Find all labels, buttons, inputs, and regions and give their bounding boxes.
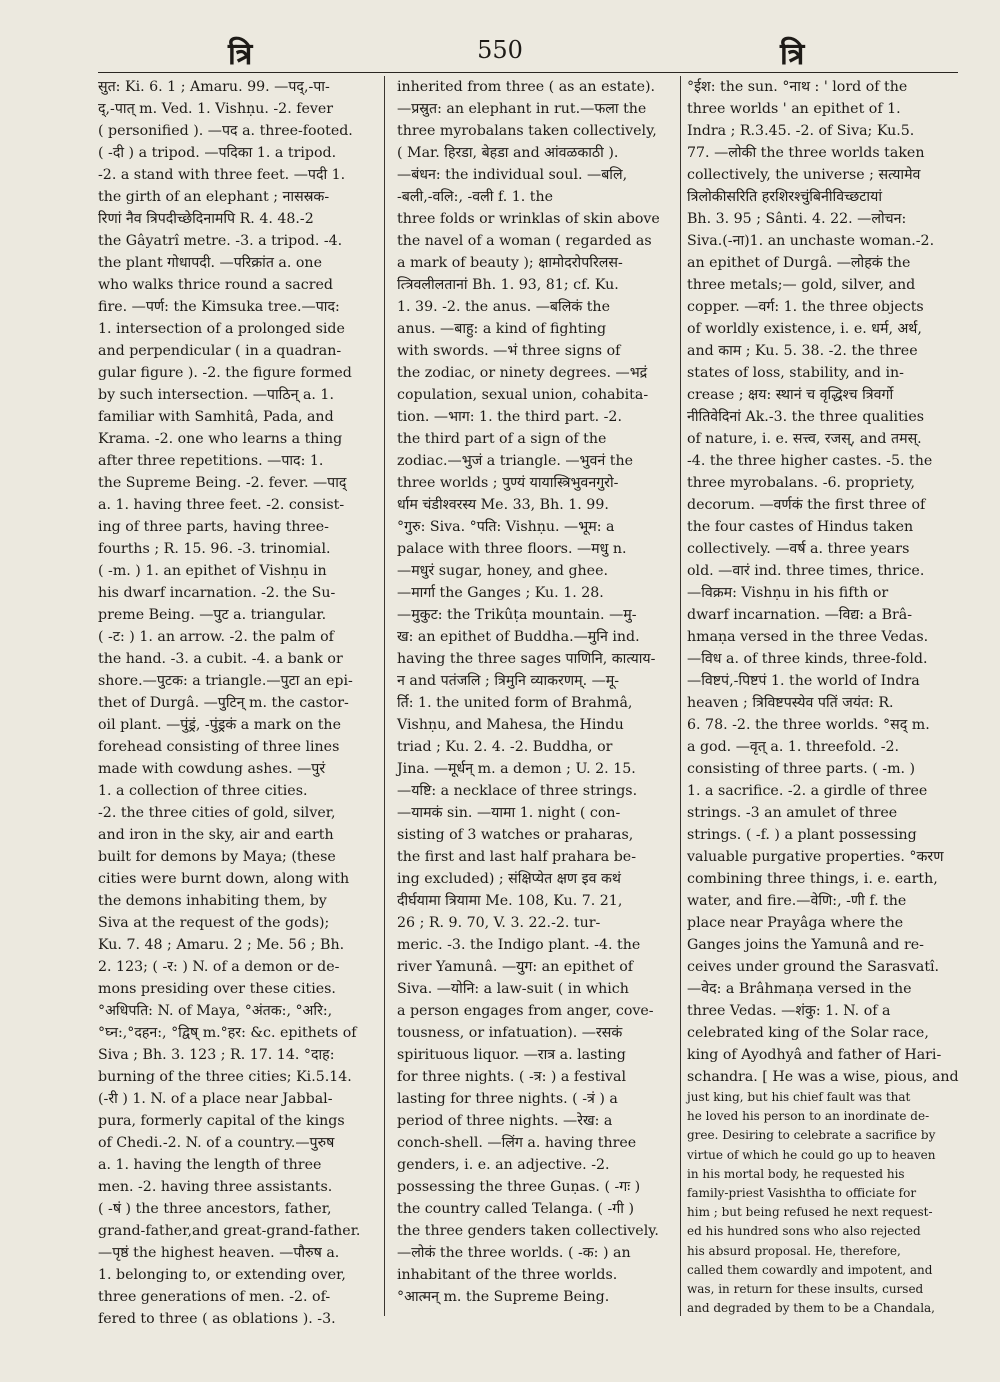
- text-line: —यष्टि: a necklace of three strings.: [397, 783, 638, 799]
- text-line: built for demons by Maya; (these: [98, 849, 336, 865]
- text-line: ed his hundred sons who also rejected: [687, 1224, 921, 1239]
- text-line: forehead consisting of three lines: [98, 739, 340, 755]
- text-line: three folds or wrinklas of skin above: [397, 211, 660, 227]
- text-line: water, and fire.—वेणि:, -णी f. the: [687, 893, 907, 909]
- text-line: 1. a sacrifice. -2. a girdle of three: [687, 783, 928, 799]
- text-line: who walks thrice round a sacred: [98, 277, 333, 293]
- text-line: the zodiac, or ninety degrees. —भद्रं: [397, 365, 648, 381]
- header-rule: [98, 72, 958, 73]
- text-line: conch-shell. —लिंग a. having three: [397, 1135, 637, 1151]
- text-line: the three genders taken collectively.: [397, 1223, 659, 1239]
- text-line: period of three nights. —रेख: a: [397, 1113, 613, 1129]
- text-line: 26 ; R. 9. 70, V. 3. 22.-2. tur-: [397, 915, 601, 931]
- text-line: fire. —पर्ण: the Kimsuka tree.—पाद:: [98, 299, 340, 315]
- text-line: tousness, or infatuation). —रसकं: [397, 1025, 623, 1041]
- text-line: family-priest Vasishtha to officiate for: [687, 1186, 917, 1201]
- text-line: Ganges joins the Yamunâ and re-: [687, 937, 924, 953]
- text-line: burning of the three cities; Ki.5.14.: [98, 1069, 352, 1085]
- text-line: Siva at the request of the gods);: [98, 915, 330, 931]
- text-line: river Yamunâ. —युग: an epithet of: [397, 959, 634, 975]
- text-line: द्,-पात् m. Ved. 1. Vishṇu. -2. fever: [98, 101, 334, 117]
- text-line: न and पतंजलि ; त्रिमुनि व्याकरणम्. —मू-: [397, 673, 620, 689]
- text-line: three myrobalans taken collectively,: [397, 123, 657, 139]
- text-line: and iron in the sky, air and earth: [98, 827, 334, 843]
- text-line: त्त्रिवलीलतानां Bh. 1. 93, 81; cf. Ku.: [397, 277, 619, 293]
- column-3-footnote: [687, 1088, 962, 1318]
- text-line: दीर्घयामा त्रियामा Me. 108, Ku. 7. 21,: [397, 893, 623, 909]
- text-line: him ; but being refused he next request-: [687, 1205, 933, 1220]
- text-line: -बली,-वलि:, -वली f. 1. the: [397, 189, 554, 205]
- text-line: °ईश: the sun. °नाथ : ' lord of the: [687, 79, 908, 95]
- text-line: र्धाम चंडीश्वरस्य Me. 33, Bh. 1. 99.: [397, 497, 609, 513]
- text-line: mons presiding over these cities.: [98, 981, 336, 997]
- text-line: heaven ; त्रिविष्टपस्येव पतिं जयंत: R.: [687, 695, 894, 711]
- text-line: genders, i. e. an adjective. -2.: [397, 1157, 610, 1173]
- text-line: र्ति: 1. the united form of Brahmâ,: [397, 695, 633, 711]
- text-line: consisting of three parts. ( -m. ): [687, 761, 916, 777]
- text-line: gular figure ). -2. the figure formed: [98, 365, 352, 381]
- text-line: —मधुरं sugar, honey, and ghee.: [397, 563, 608, 579]
- running-head-right: त्रि: [780, 37, 805, 72]
- text-line: oil plant. —पुंड्रं, -पुंड्रकं a mark on the: [98, 717, 341, 733]
- text-line: zodiac.—भुजं a triangle. —भुवनं the: [397, 453, 634, 469]
- text-line: called them cowardly and impotent, and: [687, 1262, 933, 1277]
- text-line: the Supreme Being. -2. fever. —पाद्: [98, 475, 347, 491]
- text-line: -4. the three higher castes. -5. the: [687, 453, 933, 469]
- text-line: Vishṇu, and Mahesa, the Hindu: [397, 717, 624, 733]
- text-line: hmaṇa versed in the three Vedas.: [687, 629, 929, 645]
- text-line: strings. ( -f. ) a plant possessing: [687, 827, 917, 843]
- text-line: रिणां नैव त्रिपदीच्छेदिनामपि R. 4. 48.-2: [98, 211, 314, 227]
- text-line: and perpendicular ( in a quadran-: [98, 343, 342, 359]
- text-line: ceives under ground the Sarasvatî.: [687, 959, 940, 975]
- text-line: the country called Telanga. ( -गी ): [397, 1201, 634, 1217]
- text-line: three metals;— gold, silver, and: [687, 277, 916, 293]
- text-line: a god. —वृत् a. 1. threefold. -2.: [687, 739, 900, 755]
- text-line: sisting of 3 watches or praharas,: [397, 827, 634, 843]
- text-line: lasting for three nights. ( -त्रं ) a: [397, 1091, 618, 1107]
- text-line: —प्रस्रुत: an elephant in rut.—फला the: [397, 101, 647, 117]
- text-line: he loved his person to an inordinate de-: [687, 1109, 930, 1124]
- text-line: a mark of beauty ); क्षामोदरोपरिलस-: [397, 255, 623, 271]
- text-line: a person engages from anger, cove-: [397, 1003, 654, 1019]
- text-line: a. 1. having three feet. -2. consist-: [98, 497, 345, 513]
- text-line: tion. —भाग: 1. the third part. -2.: [397, 409, 622, 425]
- text-line: made with cowdung ashes. —पुरं: [98, 761, 326, 777]
- text-line: ( personified ). —पद a. three-footed.: [98, 123, 353, 139]
- text-line: Jina. —मूर्धन् m. a demon ; U. 2. 15.: [397, 761, 636, 777]
- text-line: old. —वारं ind. three times, thrice.: [687, 563, 925, 579]
- text-line: Krama. -2. one who learns a thing: [98, 431, 343, 447]
- text-line: ख: an epithet of Buddha.—मुनि ind.: [397, 629, 640, 645]
- text-line: triad ; Ku. 2. 4. -2. Buddha, or: [397, 739, 613, 755]
- text-line: copulation, sexual union, cohabita-: [397, 387, 649, 403]
- text-line: (-री ) 1. N. of a place near Jabbal-: [98, 1091, 333, 1107]
- text-line: °घ्न:,°दहन:, °द्विष् m.°हर: &c. epithets of: [98, 1025, 357, 1041]
- text-line: shore.—पुटक: a triangle.—पुटा an epi-: [98, 673, 353, 689]
- text-line: ( -m. ) 1. an epithet of Vishṇu in: [98, 563, 327, 579]
- text-line: crease ; क्षय: स्थानं च वृद्धिश्च त्रिवर्गो: [687, 387, 894, 403]
- text-line: —मुकुट: the Trikûṭa mountain. —मु-: [397, 607, 637, 623]
- text-line: the demons inhabiting them, by: [98, 893, 327, 909]
- running-head-left: त्रि: [228, 37, 253, 72]
- text-line: —बंधन: the individual soul. —बलि,: [397, 167, 628, 183]
- text-line: -2. the three cities of gold, silver,: [98, 805, 336, 821]
- text-line: त्रिलोकीसरिति हरशिरश्चुंबिनीविच्छटायां: [687, 189, 882, 205]
- text-line: the plant गोधापदी. —परिक्रांत a. one: [98, 255, 322, 271]
- text-line: सुत: Ki. 6. 1 ; Amaru. 99. —पद्,-पा-: [98, 79, 330, 95]
- text-line: —लोकं the three worlds. ( -क: ) an: [397, 1245, 631, 1261]
- text-line: dwarf incarnation. —विद्य: a Brâ-: [687, 607, 913, 623]
- text-line: —वेद: a Brâhmaṇa versed in the: [687, 981, 912, 997]
- text-line: celebrated king of the Solar race,: [687, 1025, 929, 1041]
- text-line: the hand. -3. a cubit. -4. a bank or: [98, 651, 343, 667]
- text-line: three worlds ; पुण्यं यायास्त्रिभुवनगुरो-: [397, 475, 619, 491]
- text-line: 1. 39. -2. the anus. —बलिकं the: [397, 299, 610, 315]
- text-line: place near Prayâga where the: [687, 915, 904, 931]
- text-line: ing excluded) ; संक्षिप्येत क्षण इव कथं: [397, 871, 621, 887]
- text-line: ( -दी ) a tripod. —पदिका 1. a tripod.: [98, 145, 337, 161]
- text-line: नीतिवेदिनां Ak.-3. the three qualities: [687, 409, 924, 425]
- text-line: 77. —लोकी the three worlds taken: [687, 145, 925, 161]
- text-line: 2. 123; ( -र: ) N. of a demon or de-: [98, 959, 340, 975]
- text-line: combining three things, i. e. earth,: [687, 871, 938, 887]
- text-line: and काम ; Ku. 5. 38. -2. the three: [687, 343, 918, 359]
- text-line: Indra ; R.3.45. -2. of Siva; Ku.5.: [687, 123, 915, 139]
- column-divider-2: [680, 76, 681, 1316]
- text-line: of Chedi.-2. N. of a country.—पुरुष: [98, 1135, 335, 1151]
- text-line: his absurd proposal. He, therefore,: [687, 1243, 901, 1258]
- text-line: after three repetitions. —पाद: 1.: [98, 453, 324, 469]
- text-line: strings. -3 an amulet of three: [687, 805, 898, 821]
- text-line: cities were burnt down, along with: [98, 871, 350, 887]
- text-line: three myrobalans. -6. propriety,: [687, 475, 916, 491]
- text-line: preme Being. —पुट a. triangular.: [98, 607, 327, 623]
- text-line: Siva. —योनि: a law-suit ( in which: [397, 981, 629, 997]
- text-line: meric. -3. the Indigo plant. -4. the: [397, 937, 641, 953]
- text-line: an epithet of Durgâ. —लोहकं the: [687, 255, 911, 271]
- text-line: grand-father,and great-grand-father.: [98, 1223, 361, 1239]
- text-line: —यामकं sin. —यामा 1. night ( con-: [397, 805, 621, 821]
- page-number: 550: [477, 36, 523, 64]
- text-line: thet of Durgâ. —पुटिन् m. the castor-: [98, 695, 349, 711]
- text-line: ing of three parts, having three-: [98, 519, 329, 535]
- text-line: the girth of an elephant ; नासस्रक-: [98, 189, 330, 205]
- column-divider-1: [384, 76, 385, 1316]
- text-line: schandra. [ He was a wise, pious, and: [687, 1069, 959, 1085]
- text-line: Bh. 3. 95 ; Sânti. 4. 22. —लोचन:: [687, 211, 907, 227]
- text-line: inhabitant of the three worlds.: [397, 1267, 618, 1283]
- text-line: Siva.(-ना)1. an unchaste woman.-2.: [687, 233, 935, 249]
- text-line: by such intersection. —पाठिन् a. 1.: [98, 387, 334, 403]
- text-line: three worlds ' an epithet of 1.: [687, 101, 901, 117]
- text-line: familiar with Samhitâ, Pada, and: [98, 409, 334, 425]
- text-line: °आत्मन् m. the Supreme Being.: [397, 1289, 610, 1305]
- text-line: the first and last half prahara be-: [397, 849, 636, 865]
- column-1: [98, 76, 370, 1327]
- text-line: for three nights. ( -त्र: ) a festival: [397, 1069, 627, 1085]
- column-2: [397, 76, 678, 1316]
- text-line: men. -2. having three assistants.: [98, 1179, 333, 1195]
- text-line: with swords. —भं three signs of: [397, 343, 621, 359]
- text-line: 1. intersection of a prolonged side: [98, 321, 345, 337]
- text-line: the navel of a woman ( regarded as: [397, 233, 652, 249]
- text-line: possessing the three Guṇas. ( -गः ): [397, 1179, 641, 1195]
- text-line: three Vedas. —शंकु: 1. N. of a: [687, 1003, 891, 1019]
- text-line: collectively, the universe ; सत्यामेव: [687, 167, 921, 183]
- text-line: Ku. 7. 48 ; Amaru. 2 ; Me. 56 ; Bh.: [98, 937, 345, 953]
- text-line: fourths ; R. 15. 96. -3. trinomial.: [98, 541, 331, 557]
- text-line: king of Ayodhyâ and father of Hari-: [687, 1047, 942, 1063]
- text-line: the four castes of Hindus taken: [687, 519, 914, 535]
- text-line: having the three sages पाणिनि, कात्याय-: [397, 651, 656, 667]
- text-line: gree. Desiring to celebrate a sacrifice by: [687, 1128, 936, 1143]
- text-line: ( -ट: ) 1. an arrow. -2. the palm of: [98, 629, 334, 645]
- text-line: palace with three floors. —मधु n.: [397, 541, 627, 557]
- text-line: °गुरु: Siva. °पति: Vishṇu. —भूम: a: [397, 519, 615, 535]
- text-line: the Gâyatrî metre. -3. a tripod. -4.: [98, 233, 343, 249]
- text-line: —विक्रम: Vishṇu in his fifth or: [687, 585, 889, 601]
- text-line: —पृष्ठं the highest heaven. —पौरुष a.: [98, 1245, 340, 1261]
- text-line: °अधिपति: N. of Maya, °अंतक:, °अरि:,: [98, 1003, 333, 1019]
- text-line: of nature, i. e. सत्त्व, रजस्, and तमस्.: [687, 431, 922, 447]
- text-line: ( Mar. हिरडा, बेहडा and आंवळकाठी ).: [397, 145, 619, 161]
- text-line: -2. a stand with three feet. —पदी 1.: [98, 167, 346, 183]
- text-line: in his mortal body, he requested his: [687, 1166, 905, 1181]
- column-3-entries: [687, 76, 962, 1088]
- text-line: —विध a. of three kinds, three-fold.: [687, 651, 928, 667]
- text-line: just king, but his chief fault was that: [687, 1090, 911, 1104]
- text-line: states of loss, stability, and in-: [687, 365, 904, 381]
- text-line: 1. a collection of three cities.: [98, 783, 308, 799]
- text-line: —विष्टपं,-पिष्टपं 1. the world of Indra: [687, 673, 920, 689]
- text-line: —मार्गा the Ganges ; Ku. 1. 28.: [397, 585, 604, 601]
- text-line: collectively. —वर्ष a. three years: [687, 541, 910, 557]
- text-line: of worldly existence, i. e. धर्म, अर्थ,: [687, 321, 922, 337]
- column-3: [687, 76, 962, 1316]
- text-line: inherited from three ( as an estate).: [397, 79, 656, 95]
- text-line: spirituous liquor. —रात्र a. lasting: [397, 1047, 626, 1063]
- text-line: anus. —बाहु: a kind of fighting: [397, 321, 607, 337]
- text-line: decorum. —वर्णकं the first three of: [687, 497, 926, 513]
- text-line: valuable purgative properties. °करण: [687, 849, 944, 865]
- text-line: his dwarf incarnation. -2. the Su-: [98, 585, 336, 601]
- text-line: 6. 78. -2. the three worlds. °सद् m.: [687, 717, 930, 733]
- text-line: ( -षं ) the three ancestors, father,: [98, 1201, 332, 1217]
- text-line: three generations of men. -2. of-: [98, 1289, 331, 1305]
- text-line: virtue of which he could go up to heaven: [687, 1147, 936, 1162]
- text-line: pura, formerly capital of the kings: [98, 1113, 345, 1129]
- text-line: was, in return for these insults, cursed: [687, 1282, 924, 1297]
- text-line: a. 1. having the length of three: [98, 1157, 322, 1173]
- text-line: 1. belonging to, or extending over,: [98, 1267, 346, 1283]
- text-line: the third part of a sign of the: [397, 431, 607, 447]
- text-line: and degraded by them to be a Chandala,: [687, 1301, 935, 1316]
- text-line: Siva ; Bh. 3. 123 ; R. 17. 14. °दाह:: [98, 1047, 335, 1063]
- text-line: copper. —वर्ग: 1. the three objects: [687, 299, 924, 315]
- text-line: fered to three ( as oblations ). -3.: [98, 1311, 336, 1327]
